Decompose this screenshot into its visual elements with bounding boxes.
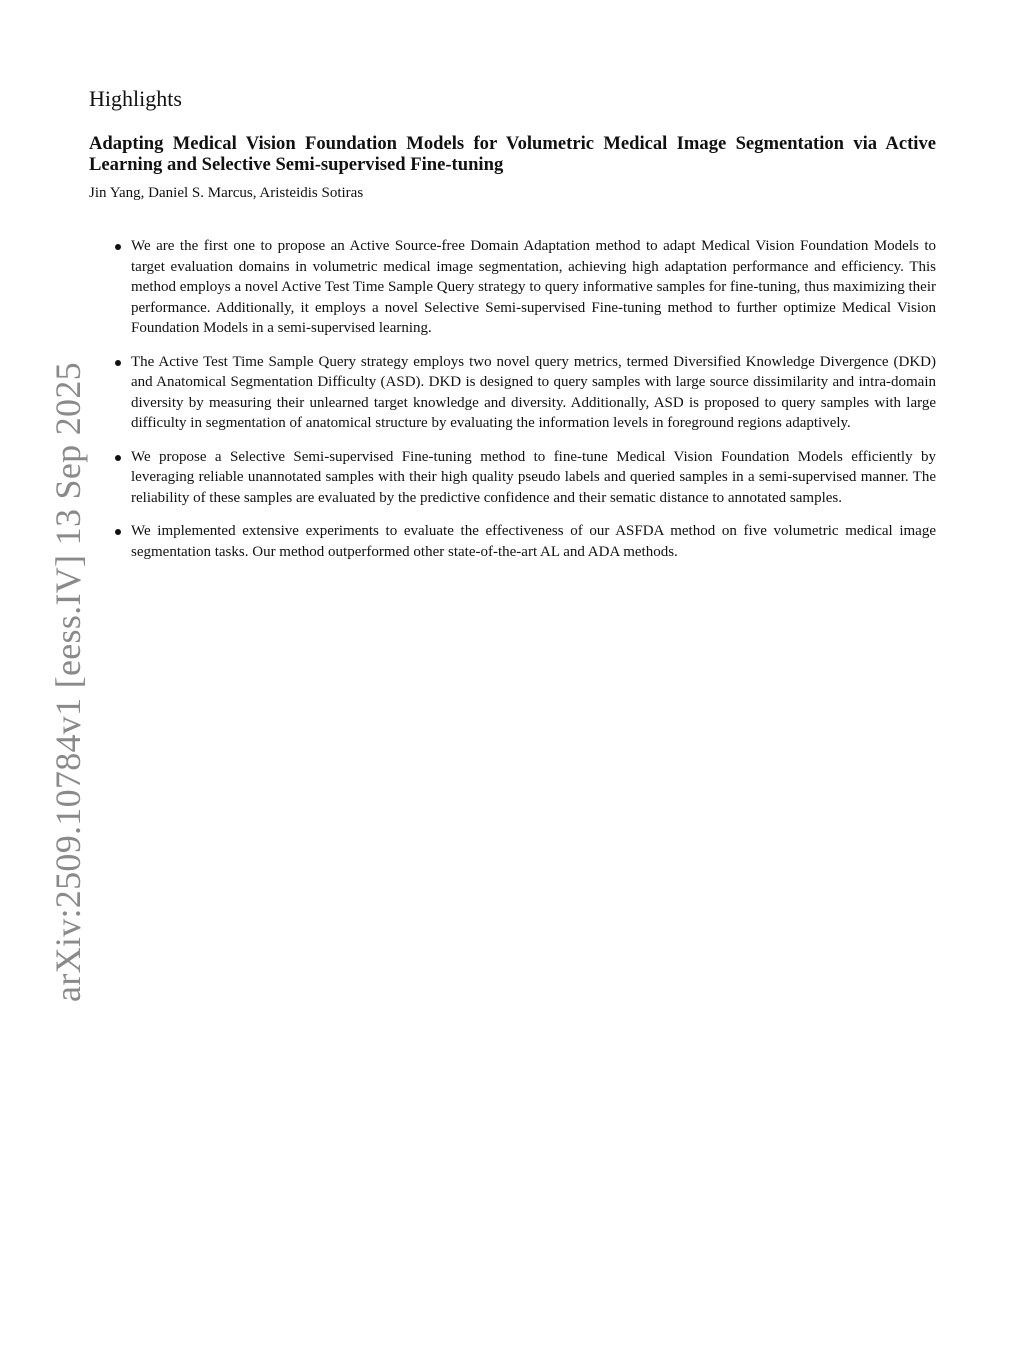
highlights-heading: Highlights — [89, 86, 182, 111]
highlight-text: We propose a Selective Semi-supervised Fine-tuning method to fine-tune Medical Vision Foundation Models efficiently by leveraging reliable unannotated samples with their high quality pseudo labels and queried samples in a semi-supervised manner. The reliability of these samples are evaluated by the predictive confidence and their sematic distance to annotated samples. — [131, 448, 936, 506]
author-list: Jin Yang, Daniel S. Marcus, Aristeidis Sotiras — [89, 185, 364, 202]
arxiv-identifier-stamp: arXiv:2509.10784v1 [eess.IV] 13 Sep 2025 — [48, 362, 88, 1002]
bullet-icon — [115, 529, 121, 535]
highlight-item — [89, 447, 936, 509]
highlight-text: We implemented extensive experiments to evaluate the effectiveness of our ASFDA method on five volumetric medical image segmentation tasks. Our method outperformed other state-of-the-art AL and ADA methods. — [131, 523, 936, 560]
bullet-icon — [115, 360, 121, 366]
bullet-icon — [115, 455, 121, 461]
highlights-list — [89, 236, 936, 562]
highlight-text: We are the first one to propose an Active Source-free Domain Adaptation method to adapt Medical Vision Foundation Models to target evaluation domains in volumetric medical image segmentation, achieving high adaptation performance and efficiency. This method employs a novel Active Test Time Sample Query strategy to query informative samples for fine-tuning, thus maximizing their performance. Additionally, it employs a novel Selective Semi-supervised Fine-tuning method to further optimize Medical Vision Foundation Models in a semi-supervised learning. — [131, 238, 936, 337]
highlight-item — [89, 236, 936, 339]
paper-title: Adapting Medical Vision Foundation Models for Volumetric Medical Image Segmentation via Active Learning and Selective Semi-supervised Fine-tuning — [89, 133, 936, 176]
bullet-icon — [115, 244, 121, 250]
highlights-page — [89, 86, 936, 575]
highlight-item — [89, 521, 936, 562]
highlight-item — [89, 352, 936, 434]
highlight-text: The Active Test Time Sample Query strategy employs two novel query metrics, termed Diversified Knowledge Divergence (DKD) and Anatomical Segmentation Difficulty (ASD). DKD is designed to query samples with large source dissimilarity and intra-domain diversity by measuring their unlearned target knowledge and diversity. Additionally, ASD is proposed to query samples with large difficulty in segmentation of anatomical structure by evaluating the information levels in foreground regions adaptively. — [131, 353, 936, 432]
